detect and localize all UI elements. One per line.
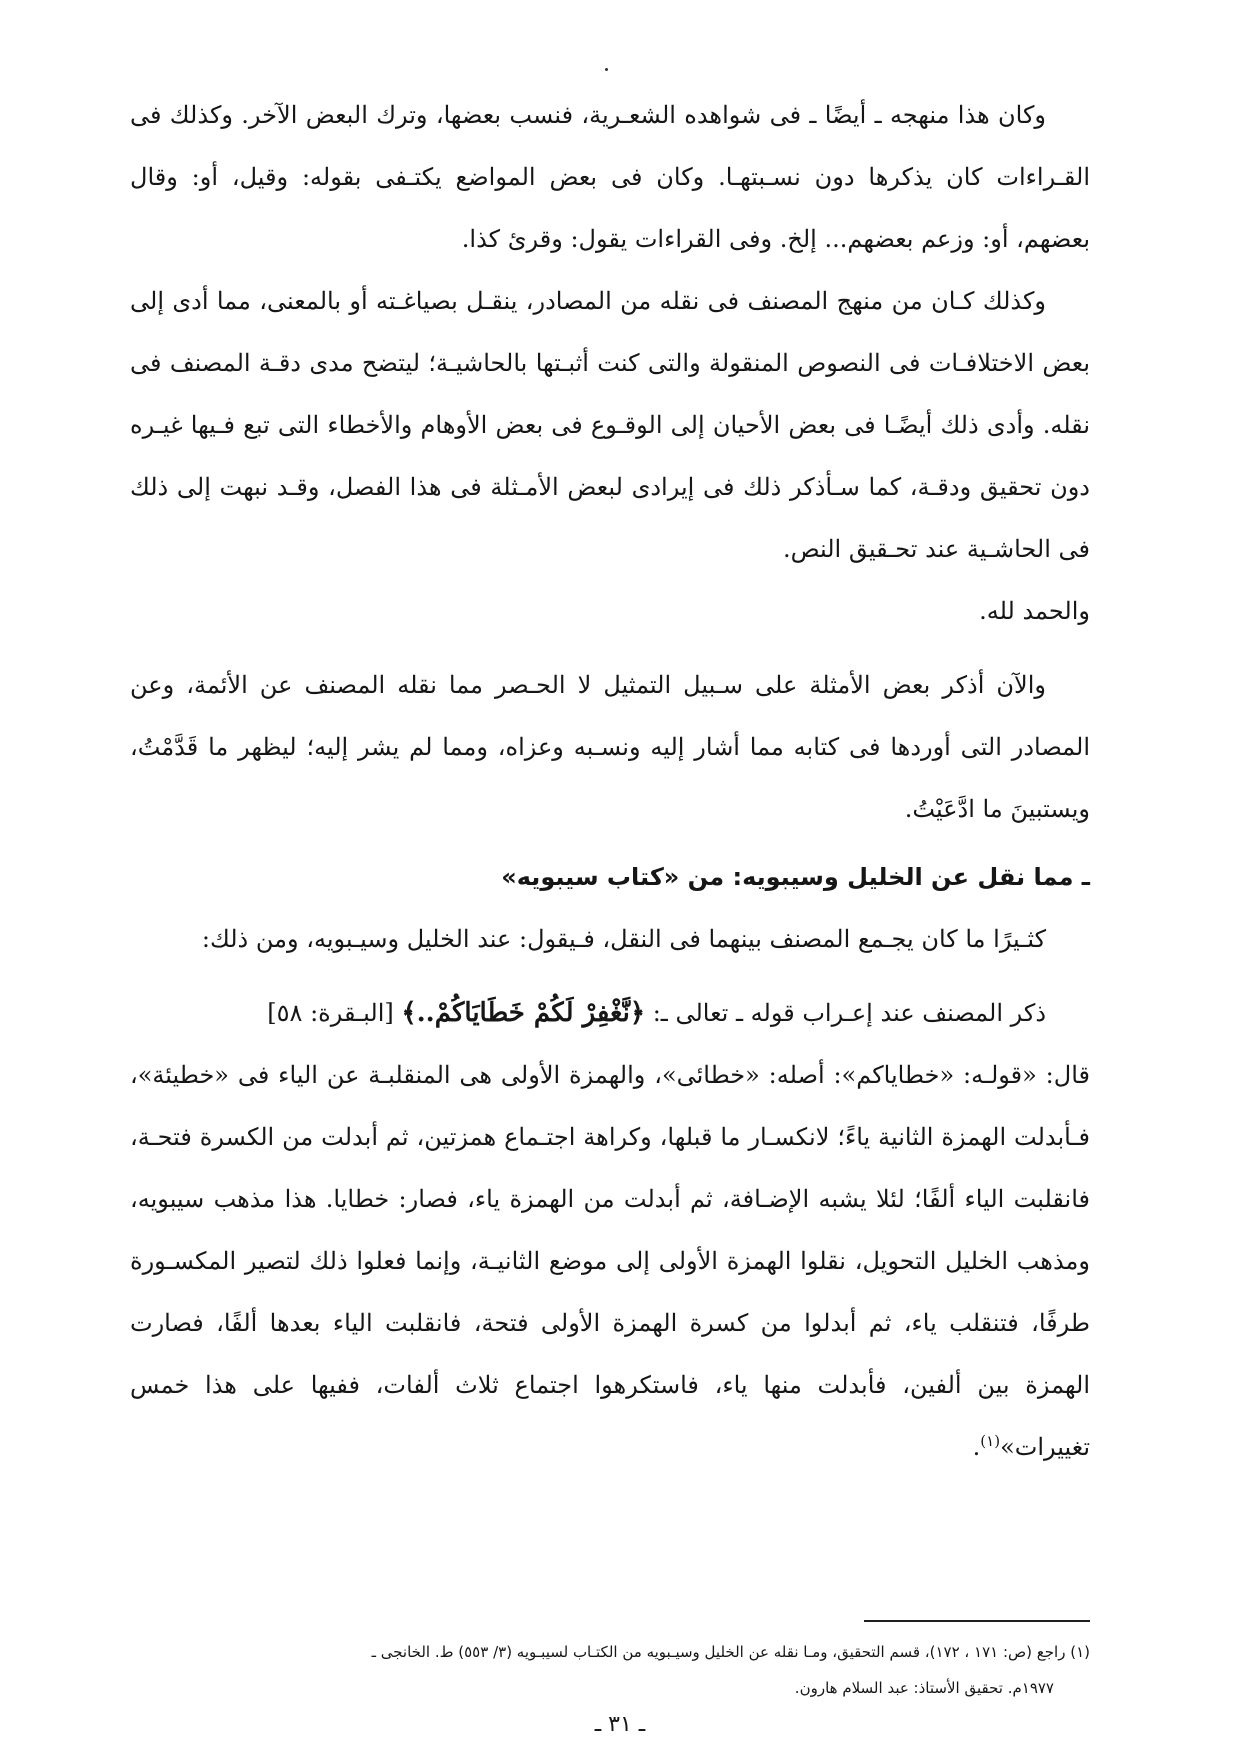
paragraph-praise: والحمد لله. xyxy=(979,597,1090,625)
paragraph-quotation xyxy=(130,1044,1090,1478)
footnote xyxy=(130,1634,1090,1706)
footnote-line-1: (١) راجع (ص: ١٧١ ، ١٧٢)، قسم التحقيق، ومـا نقله عن الخليل وسيـبويه من الكتـاب لسيبـويه (٣/ ٥٥٣) ط. الخانجى ـ xyxy=(371,1643,1090,1661)
quran-reference: [البـقرة: ٥٨] xyxy=(267,999,394,1027)
page-number: ـ ٣١ ـ xyxy=(594,1712,646,1737)
paragraph-khalil-sibawayh: كثـيرًا ما كان يجـمع المصنف بينهما فى النقل، فـيقول: عند الخليل وسيـبويه، ومن ذلك: xyxy=(201,925,1046,953)
main-text xyxy=(130,84,1090,1478)
quotation-end: . xyxy=(972,1433,981,1461)
paragraph-examples-intro: والآن أذكر بعض الأمثلة على سـبيل التمثيل لا الحـصر مما نقله المصنف عن الأئمة، وعن المصادر التى أوردها فى كتابه مما أشار إليه ونسـبه وعزاه، ومما لم يشر إليه؛ ليظهر ما قَدَّمْتُ، ويستبينَ ما ادَّعَيْتُ. xyxy=(130,671,1090,823)
example-intro-text: ذكر المصنف عند إعـراب قوله ـ تعالى ـ: xyxy=(652,999,1046,1027)
footnote-line-2: ١٩٧٧م. تحقيق الأستاذ: عبد السلام هارون. xyxy=(794,1679,1054,1697)
paragraph-quran-example xyxy=(130,982,1090,1044)
section-heading: ـ مما نقل عن الخليل وسيبويه: من «كتاب سيبويه» xyxy=(501,863,1090,891)
footnote-reference: (١) xyxy=(980,1432,1001,1450)
paragraph-source-method: وكذلك كـان من منهج المصنف فى نقله من المصادر، ينقـل بصياغـته أو بالمعنى، مما أدى إلى بعض الاختلافـات فى النصوص المنقولة والتى كنت أثبـتها بالحاشيـة؛ ليتضح مدى دقـة المصنف فى نقله. وأدى ذلك أيضًـا فى بعض الأحيان إلى الوقـوع فى بعض الأوهام والأخطاء التى تبع فـيها غيـره دون تحقيق ودقـة، كما سـأذكر ذلك فى إيرادى لبعض الأمـثلة فى هذا الفصل، وقـد نبهت إلى ذلك فى الحاشـية عند تحـقيق النص. xyxy=(130,287,1090,563)
quotation-text: قال: «قولـه: «خطاياكم»: أصله: «خطائى»، والهمزة الأولى هى المنقلبـة عن الياء فى «خطيئة»، فـأبدلت الهمزة الثانية ياءً؛ لانكسـار ما قبلها، وكراهة اجتـماع همزتين، ثم أبدلت من الكسرة فتحـة، فانقلبت الياء ألفًا؛ لئلا يشبه الإضـافة، ثم أبدلت من الهمزة ياء، فصار: خطايا. هذا مذهب سيبويه، ومذهب الخليل التحويل، نقلوا الهمزة الأولى إلى موضع الثانيـة، وإنما فعلوا ذلك لتصير المكسـورة طرفًا، فتنقلب ياء، ثم أبدلوا من كسرة الهمزة الأولى فتحة، فانقلبت الياء بعدها ألفًا، فصارت الهمزة بين ألفين، فأبدلت منها ياء، فاستكرهوا اجتماع ثلاث ألفات، ففيها على هذا خمس تغييرات» xyxy=(130,1061,1091,1461)
quran-verse: ﴿نَّغْفِرْ لَكُمْ خَطَايَاكُمْ..﴾ xyxy=(401,998,646,1028)
footnote-divider xyxy=(864,1620,1090,1622)
paragraph-poetic-evidence: وكان هذا منهجه ـ أيضًا ـ فى شواهده الشعـرية، فنسب بعضها، وترك البعض الآخر. وكذلك فى القـراءات كان يذكرها دون نسـبتهـا. وكان فى بعض المواضع يكتـفى بقوله: وقيل، أو: وقال بعضهم، أو: وزعم بعضهم... إلخ. وفى القراءات يقول: وقرئ كذا. xyxy=(130,101,1090,253)
stray-dot xyxy=(605,68,608,71)
